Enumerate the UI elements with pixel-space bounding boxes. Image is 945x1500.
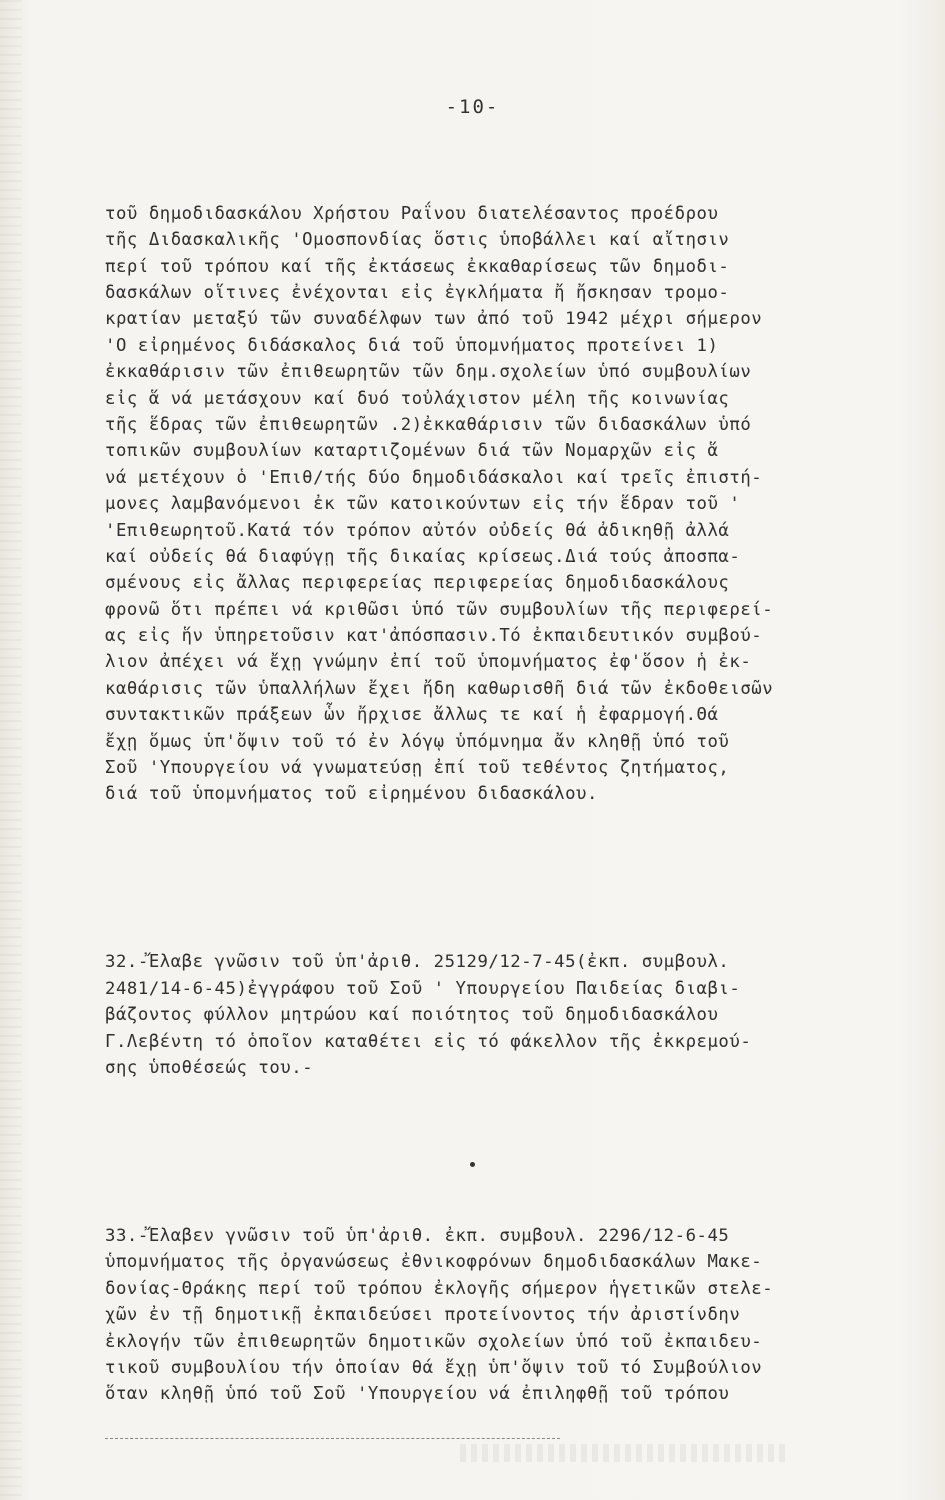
text-line: ἐκλογήν τῶν ἐπιθεωρητῶν δημοτικῶν σχολείων ὑπό τοῦ ἐκπαιδευ- [105, 1331, 763, 1352]
text-line: φρονῶ ὅτι πρέπει νά κριθῶσι ὑπό τῶν συμβουλίων τῆς περιφερεί- [105, 599, 774, 620]
text-line: Σοῦ 'Υπουργείου νά γνωματεύσῃ ἐπί τοῦ τεθέντος ζητήματος, [105, 758, 730, 779]
text-line: σμένους εἰς ἄλλας περιφερείας περιφερείας δημοδιδασκάλους [105, 573, 730, 594]
bleed-through-text [460, 1444, 790, 1462]
text-line: ἐκκαθάρισιν τῶν ἐπιθεωρητῶν τῶν δημ.σχολείων ὑπό συμβουλίων [105, 362, 752, 383]
ink-dot [470, 1162, 475, 1167]
paragraph-item-33 [105, 1223, 910, 1408]
text-line: ἔχῃ ὅμως ὑπ'ὄψιν τοῦ τό ἐν λόγῳ ὑπόμνημα ἄν κληθῇ ὑπό τοῦ [105, 731, 730, 752]
text-line: συντακτικῶν πράξεων ὧν ἤρχισε ἄλλως τε καί ἡ ἐφαρμογή.Θά [105, 705, 719, 726]
text-line: 32.-Ἔλαβε γνῶσιν τοῦ ὑπ'ἀριθ. 25129/12-7-45(ἐκπ. συμβουλ. [105, 952, 730, 973]
text-line: καθάρισις τῶν ὑπαλλήλων ἔχει ἤδη καθωρισθῆ διά τῶν ἐκδοθεισῶν [105, 678, 774, 699]
text-line: 'Ο εἰρημένος διδάσκαλος διά τοῦ ὑπομνήματος προτείνει 1) [105, 335, 719, 356]
text-line: μονες λαμβανόμενοι ἐκ τῶν κατοικούντων εἰς τήν ἕδραν τοῦ ' [105, 494, 741, 515]
text-line: 'Επιθεωρητοῦ.Κατά τόν τρόπον αὐτόν οὐδείς θά ἀδικηθῇ ἀλλά [105, 520, 730, 541]
text-line: τῆς Διδασκαλικῆς 'Ομοσπονδίας ὅστις ὑποβάλλει καί αἴτησιν [105, 230, 730, 251]
text-line: 33.-Ἔλαβεν γνῶσιν τοῦ ὑπ'ἀριθ. ἐκπ. συμβουλ. 2296/12-6-45 [105, 1226, 730, 1246]
paragraph-gap [105, 861, 910, 897]
text-line: τικοῦ συμβουλίου τήν ὁποίαν θά ἔχῃ ὑπ'ὄψιν τοῦ τό Συμβούλιον [105, 1357, 763, 1378]
page-number: -10- [445, 96, 500, 118]
bottom-dashed-rule [105, 1438, 560, 1439]
text-line: εἰς ἅ νά μετάσχουν καί δυό τοὐλάχιστον μέλη τῆς κοινωνίας [105, 388, 730, 409]
text-line: καί οὐδείς θά διαφύγῃ τῆς δικαίας κρίσεως.Διά τούς ἀποσπα- [105, 546, 741, 567]
text-line: ὅταν κληθῇ ὑπό τοῦ Σοῦ 'Υπουργείου νά ἐπιληφθῇ τοῦ τρόπου [105, 1384, 730, 1405]
text-line: ὑπομνήματος τῆς ὀργανώσεως ἐθνικοφρόνων δημοδιδασκάλων Μακε- [105, 1252, 763, 1273]
text-line: χῶν ἐν τῇ δημοτικῇ ἐκπαιδεύσει προτείνοντος τήν ἀριστίνδην [105, 1305, 741, 1326]
paragraph-continuation [105, 201, 910, 808]
paragraph-gap [105, 1134, 910, 1170]
paragraph-item-32 [105, 949, 910, 1081]
text-line: διά τοῦ ὑπομνήματος τοῦ εἰρημένου διδασκάλου. [105, 784, 598, 805]
text-line: δονίας-Θράκης περί τοῦ τρόπου ἐκλογῆς σήμερον ἡγετικῶν στελε- [105, 1278, 774, 1299]
text-line: τῆς ἕδρας τῶν ἐπιθεωρητῶν .2)ἐκκαθάρισιν τῶν διδασκάλων ὑπό [105, 414, 752, 435]
text-line: σης ὑποθέσεώς του.- [105, 1057, 314, 1078]
text-line: Γ.Λεβέντη τό ὁποῖον καταθέτει εἰς τό φάκελλον τῆς ἐκκρεμού- [105, 1031, 752, 1052]
text-line: βάζοντος φύλλον μητρώου καί ποιότητος τοῦ δημοδιδασκάλου [105, 1005, 719, 1026]
text-line: περί τοῦ τρόπου καί τῆς ἐκτάσεως ἐκκαθαρίσεως τῶν δημοδι- [105, 256, 730, 277]
text-line: 2481/14-6-45)ἐγγράφου τοῦ Σοῦ ' Υπουργείου Παιδείας διαβι- [105, 978, 741, 999]
text-line: κρατίαν μεταξύ τῶν συναδέλφων των ἀπό τοῦ 1942 μέχρι σήμερον [105, 309, 763, 330]
text-line: λιον ἀπέχει νά ἔχῃ γνώμην ἐπί τοῦ ὑπομνήματος ἐφ'ὅσον ἡ ἐκ- [105, 652, 752, 673]
text-line: ας εἰς ἥν ὑπηρετοῦσιν κατ'ἀπόσπασιν.Τό ἐκπαιδευτικόν συμβού- [105, 626, 763, 647]
document-body [105, 148, 910, 1461]
binding-edge-marks [0, 0, 22, 1500]
text-line: τοπικῶν συμβουλίων καταρτιζομένων διά τῶν Νομαρχῶν εἰς ἅ [105, 441, 719, 462]
text-line: τοῦ δημοδιδασκάλου Χρήστου Ραΐνου διατελέσαντος προέδρου [105, 203, 719, 224]
text-line: νά μετέχουν ὁ 'Επιθ/τής δύο δημοδιδάσκαλοι καί τρεῖς ἐπιστή- [105, 467, 763, 488]
text-line: δασκάλων οἵτινες ἐνέχονται εἰς ἐγκλήματα ἤ ἤσκησαν τρομο- [105, 282, 730, 303]
